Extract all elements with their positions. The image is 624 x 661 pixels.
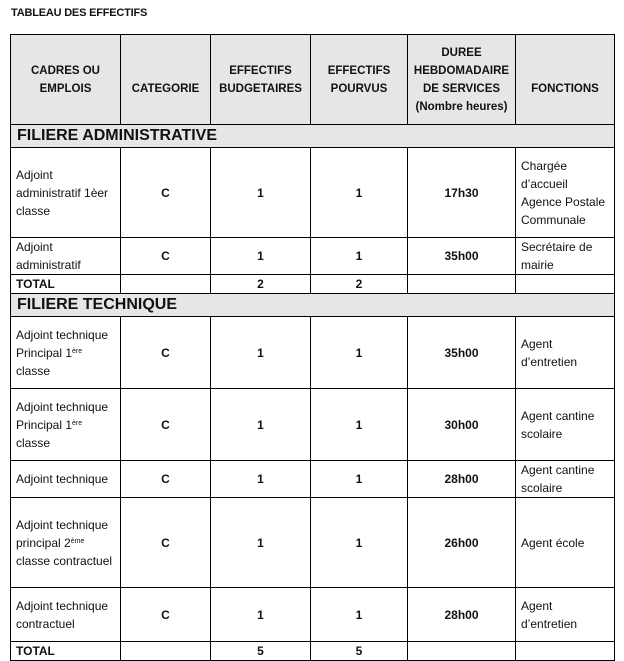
total-row <box>11 642 615 661</box>
header-duree-hebdomadaire: DUREE HEBDOMADAIRE DE SERVICES (Nombre heures) <box>408 35 516 125</box>
cell-duree: 35h00 <box>408 317 516 389</box>
table-row <box>11 389 615 461</box>
cell-fonction: Agent cantine scolaire <box>516 389 615 461</box>
cell-categorie: C <box>121 498 211 588</box>
cell-fonction: Secrétaire de mairie <box>516 238 615 275</box>
total-duree <box>408 275 516 294</box>
cell-duree: 26h00 <box>408 498 516 588</box>
total-budgetaires: 5 <box>211 642 311 661</box>
header-effectifs-pourvus: EFFECTIFS POURVUS <box>311 35 408 125</box>
cell-pourvus: 1 <box>311 588 408 642</box>
total-duree <box>408 642 516 661</box>
table-row <box>11 588 615 642</box>
cell-budgetaires: 1 <box>211 238 311 275</box>
table-header-row <box>11 35 615 125</box>
cell-duree: 17h30 <box>408 148 516 238</box>
document-title: TABLEAU DES EFFECTIFS <box>11 7 148 19</box>
section-row-technique <box>11 294 615 317</box>
section-title: FILIERE TECHNIQUE <box>11 294 615 317</box>
total-pourvus: 2 <box>311 275 408 294</box>
total-categorie <box>121 275 211 294</box>
cell-budgetaires: 1 <box>211 148 311 238</box>
cell-emploi: Adjoint administratif <box>11 238 121 275</box>
total-label: TOTAL <box>11 275 121 294</box>
header-effectifs-budgetaires: EFFECTIFS BUDGETAIRES <box>211 35 311 125</box>
header-fonctions: FONCTIONS <box>516 35 615 125</box>
cell-pourvus: 1 <box>311 389 408 461</box>
cell-emploi: Adjoint technique principal 2ème classe contractuel <box>11 498 121 588</box>
cell-duree: 35h00 <box>408 238 516 275</box>
cell-budgetaires: 1 <box>211 317 311 389</box>
cell-categorie: C <box>121 317 211 389</box>
cell-categorie: C <box>121 148 211 238</box>
cell-emploi: Adjoint technique contractuel <box>11 588 121 642</box>
cell-duree: 30h00 <box>408 389 516 461</box>
cell-fonction: Agent d’entretien <box>516 588 615 642</box>
total-categorie <box>121 642 211 661</box>
cell-pourvus: 1 <box>311 461 408 498</box>
cell-budgetaires: 1 <box>211 461 311 498</box>
table-row <box>11 461 615 498</box>
total-row <box>11 275 615 294</box>
effectifs-table <box>10 34 615 661</box>
total-label: TOTAL <box>11 642 121 661</box>
cell-categorie: C <box>121 389 211 461</box>
table-row <box>11 148 615 238</box>
cell-categorie: C <box>121 238 211 275</box>
header-cadres-emplois: CADRES OU EMPLOIS <box>11 35 121 125</box>
total-fonction <box>516 275 615 294</box>
cell-categorie: C <box>121 461 211 498</box>
section-row-administrative <box>11 125 615 148</box>
cell-emploi: Adjoint technique Principal 1ère classe <box>11 389 121 461</box>
cell-budgetaires: 1 <box>211 588 311 642</box>
cell-pourvus: 1 <box>311 238 408 275</box>
cell-emploi: Adjoint administratif 1èer classe <box>11 148 121 238</box>
total-fonction <box>516 642 615 661</box>
cell-budgetaires: 1 <box>211 498 311 588</box>
cell-fonction: Agent cantine scolaire <box>516 461 615 498</box>
cell-fonction: Agent école <box>516 498 615 588</box>
cell-pourvus: 1 <box>311 317 408 389</box>
cell-budgetaires: 1 <box>211 389 311 461</box>
table-row <box>11 317 615 389</box>
cell-fonction: Agent d’entretien <box>516 317 615 389</box>
cell-pourvus: 1 <box>311 148 408 238</box>
cell-fonction: Chargée d’accueil Agence Postale Communale <box>516 148 615 238</box>
table-row <box>11 498 615 588</box>
cell-emploi: Adjoint technique Principal 1ère classe <box>11 317 121 389</box>
cell-duree: 28h00 <box>408 588 516 642</box>
section-title: FILIERE ADMINISTRATIVE <box>11 125 615 148</box>
total-budgetaires: 2 <box>211 275 311 294</box>
cell-pourvus: 1 <box>311 498 408 588</box>
cell-duree: 28h00 <box>408 461 516 498</box>
header-categorie: CATEGORIE <box>121 35 211 125</box>
cell-categorie: C <box>121 588 211 642</box>
table-row <box>11 238 615 275</box>
total-pourvus: 5 <box>311 642 408 661</box>
cell-emploi: Adjoint technique <box>11 461 121 498</box>
